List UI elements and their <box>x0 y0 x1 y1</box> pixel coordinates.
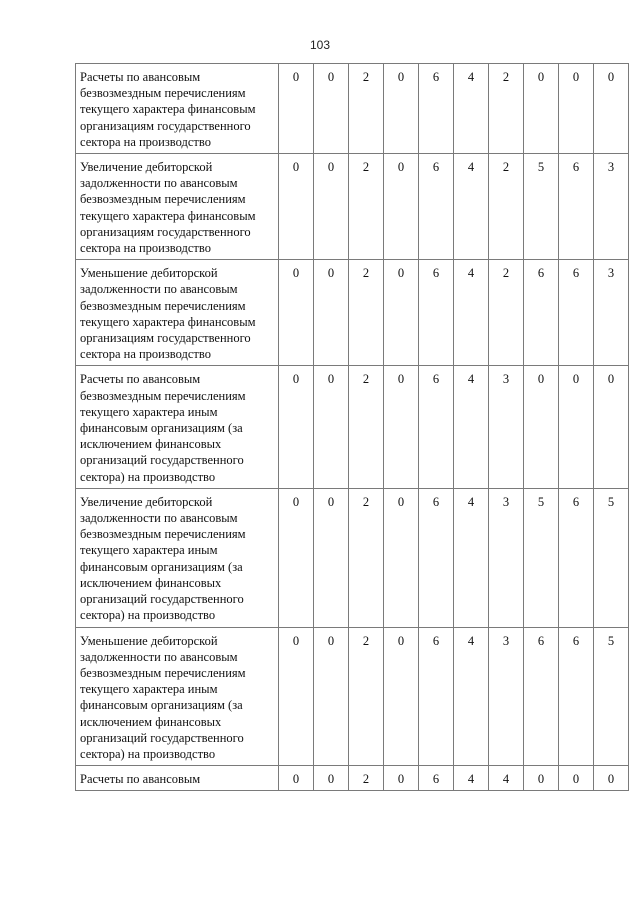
description-line: исключением финансовых <box>80 714 222 729</box>
code-digit-cell: 5 <box>524 488 559 627</box>
table-row <box>76 260 629 366</box>
code-digit-cell: 0 <box>384 627 419 766</box>
description-line: сектора на производство <box>80 241 211 256</box>
accounts-code-table <box>75 63 629 791</box>
code-digit-cell: 0 <box>314 627 349 766</box>
code-digit-cell: 6 <box>559 260 594 366</box>
code-digit-cell: 3 <box>594 154 629 260</box>
code-digit-cell: 2 <box>349 766 384 791</box>
code-digit-cell: 6 <box>559 488 594 627</box>
description-line: текущего характера иным <box>80 682 218 697</box>
code-digit-cell: 6 <box>419 366 454 488</box>
description-line: организациям государственного <box>80 224 251 239</box>
page-number: 103 <box>309 38 331 52</box>
code-digit-cell: 2 <box>489 154 524 260</box>
code-digit-cell: 6 <box>559 154 594 260</box>
description-line: безвозмездным перечислениям <box>80 527 246 542</box>
code-digit-cell: 0 <box>384 260 419 366</box>
code-digit-cell: 4 <box>454 64 489 154</box>
code-digit-cell: 4 <box>454 260 489 366</box>
description-line: задолженности по авансовым <box>80 511 238 526</box>
description-line: текущего характера иным <box>80 543 218 558</box>
description-line: организаций государственного <box>80 453 244 468</box>
description-line: исключением финансовых <box>80 575 222 590</box>
account-description-cell <box>76 627 279 766</box>
description-line: безвозмездным перечислениям <box>80 192 246 207</box>
description-line: сектора) на производство <box>80 746 216 761</box>
code-digit-cell: 0 <box>279 766 314 791</box>
code-digit-cell: 2 <box>349 64 384 154</box>
code-digit-cell: 0 <box>279 154 314 260</box>
description-line: организаций государственного <box>80 730 244 745</box>
table-row <box>76 488 629 627</box>
description-line: задолженности по авансовым <box>80 176 238 191</box>
description-line: текущего характера финансовым <box>80 102 256 117</box>
account-description-cell <box>76 766 279 791</box>
code-digit-cell: 6 <box>419 64 454 154</box>
account-description-cell <box>76 154 279 260</box>
table-row <box>76 64 629 154</box>
account-description-cell <box>76 366 279 488</box>
description-line: безвозмездным перечислениям <box>80 388 246 403</box>
description-line: безвозмездным перечислениям <box>80 665 246 680</box>
code-digit-cell: 0 <box>594 766 629 791</box>
code-digit-cell: 6 <box>419 627 454 766</box>
code-digit-cell: 3 <box>594 260 629 366</box>
code-digit-cell: 5 <box>594 488 629 627</box>
code-digit-cell: 0 <box>524 64 559 154</box>
code-digit-cell: 0 <box>314 766 349 791</box>
code-digit-cell: 4 <box>489 766 524 791</box>
code-digit-cell: 2 <box>349 260 384 366</box>
code-digit-cell: 4 <box>454 488 489 627</box>
description-line: Уменьшение дебиторской <box>80 633 218 648</box>
description-line: Уменьшение дебиторской <box>80 266 218 281</box>
description-line: финансовым организациям (за <box>80 559 243 574</box>
code-digit-cell: 0 <box>314 64 349 154</box>
code-digit-cell: 0 <box>384 64 419 154</box>
description-line: Расчеты по авансовым <box>80 70 201 84</box>
code-digit-cell: 0 <box>279 64 314 154</box>
code-digit-cell: 6 <box>419 766 454 791</box>
description-line: сектора на производство <box>80 134 211 149</box>
code-digit-cell: 5 <box>594 627 629 766</box>
description-line: Увеличение дебиторской <box>80 494 213 509</box>
description-line: Увеличение дебиторской <box>80 160 213 175</box>
code-digit-cell: 4 <box>454 154 489 260</box>
description-line: сектора) на производство <box>80 469 216 484</box>
code-digit-cell: 2 <box>349 366 384 488</box>
code-digit-cell: 0 <box>279 488 314 627</box>
table-body <box>76 64 629 791</box>
code-digit-cell: 4 <box>454 766 489 791</box>
code-digit-cell: 2 <box>349 488 384 627</box>
code-digit-cell: 4 <box>454 366 489 488</box>
code-digit-cell: 6 <box>559 627 594 766</box>
code-digit-cell: 0 <box>384 766 419 791</box>
code-digit-cell: 6 <box>419 260 454 366</box>
description-line: исключением финансовых <box>80 437 222 452</box>
description-line: финансовым организациям (за <box>80 421 243 436</box>
code-digit-cell: 4 <box>454 627 489 766</box>
description-line: финансовым организациям (за <box>80 698 243 713</box>
code-digit-cell: 6 <box>419 488 454 627</box>
code-digit-cell: 0 <box>594 366 629 488</box>
description-line: задолженности по авансовым <box>80 649 238 664</box>
code-digit-cell: 0 <box>524 766 559 791</box>
code-digit-cell: 0 <box>384 488 419 627</box>
description-line: организаций государственного <box>80 592 244 607</box>
description-line: текущего характера финансовым <box>80 314 256 329</box>
code-digit-cell: 0 <box>314 366 349 488</box>
table-row <box>76 154 629 260</box>
code-digit-cell: 2 <box>489 260 524 366</box>
table-row <box>76 766 629 791</box>
description-line: сектора) на производство <box>80 608 216 623</box>
code-digit-cell: 0 <box>594 64 629 154</box>
code-digit-cell: 6 <box>524 260 559 366</box>
code-digit-cell: 2 <box>349 154 384 260</box>
account-description-cell <box>76 64 279 154</box>
code-digit-cell: 0 <box>559 366 594 488</box>
code-digit-cell: 0 <box>314 154 349 260</box>
description-line: задолженности по авансовым <box>80 282 238 297</box>
description-line: Расчеты по авансовым <box>80 772 201 787</box>
code-digit-cell: 3 <box>489 627 524 766</box>
code-digit-cell: 6 <box>524 627 559 766</box>
description-line: организациям государственного <box>80 331 251 346</box>
description-line: сектора на производство <box>80 347 211 362</box>
code-digit-cell: 0 <box>524 366 559 488</box>
code-digit-cell: 3 <box>489 488 524 627</box>
description-line: Расчеты по авансовым <box>80 372 201 387</box>
code-digit-cell: 0 <box>559 766 594 791</box>
table-row <box>76 627 629 766</box>
code-digit-cell: 0 <box>384 154 419 260</box>
code-digit-cell: 0 <box>384 366 419 488</box>
description-line: организациям государственного <box>80 118 251 133</box>
code-digit-cell: 0 <box>314 488 349 627</box>
code-digit-cell: 2 <box>349 627 384 766</box>
description-line: текущего характера иным <box>80 404 218 419</box>
code-digit-cell: 0 <box>279 366 314 488</box>
code-digit-cell: 5 <box>524 154 559 260</box>
code-digit-cell: 0 <box>559 64 594 154</box>
table-row <box>76 366 629 488</box>
account-description-cell <box>76 260 279 366</box>
code-digit-cell: 2 <box>489 64 524 154</box>
code-digit-cell: 0 <box>279 627 314 766</box>
description-line: безвозмездным перечислениям <box>80 86 246 101</box>
description-line: безвозмездным перечислениям <box>80 298 246 313</box>
code-digit-cell: 6 <box>419 154 454 260</box>
code-digit-cell: 3 <box>489 366 524 488</box>
code-digit-cell: 0 <box>314 260 349 366</box>
account-description-cell <box>76 488 279 627</box>
code-digit-cell: 0 <box>279 260 314 366</box>
description-line: текущего характера финансовым <box>80 208 256 223</box>
